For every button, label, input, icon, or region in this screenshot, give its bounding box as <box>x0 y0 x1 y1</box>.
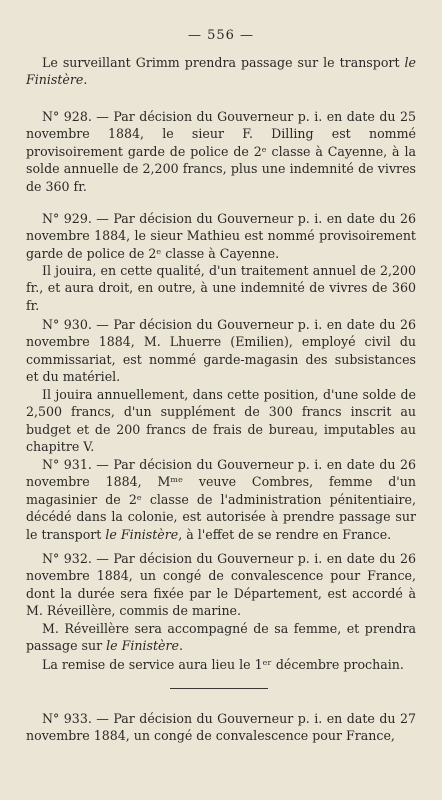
paragraph-932-wife: M. Réveillère sera accompagné de sa femme, et prendra passage sur le Finistère. <box>26 621 416 654</box>
paragraph-929-salary: Il jouira, en cette qualité, d'un traitement annuel de 2,200 fr., et aura droit, en outre, à une indemnité de vivres de 360 fr. <box>26 263 416 313</box>
paragraph-930-salary: Il jouira annuellement, dans cette position, d'une solde de 2,500 francs, d'un supplément de 300 francs inscrit au budget et de 200 francs de frais de bureau, imputables au chapitre V. <box>26 387 416 455</box>
paragraph-grimm: Le surveillant Grimm prendra passage sur le transport le Finistère. <box>26 55 416 88</box>
paragraph-931: N° 931. — Par décision du Gouverneur p. i. en date du 26 novembre 1884, Mᵐᵉ veuve Combres, femme d'un magasinier de 2ᵉ classe de l'administration pénitentiaire, décédé dans la colonie, est autorisée à prendre passage sur le transport le Finistère, à l'effet de se rendre en France. <box>26 457 416 542</box>
paragraph-930: N° 930. — Par décision du Gouverneur p. i. en date du 26 novembre 1884, M. Lhuerre (Emilien), employé civil du commissariat, est nommé garde-magasin des subsistances et du matériel. <box>26 317 416 385</box>
paragraph-932: N° 932. — Par décision du Gouverneur p. i. en date du 26 novembre 1884, un congé de convalescence pour France, dont la durée sera fixée par le Département, est accordé à M. Réveillère, commis de marine. <box>26 551 416 619</box>
section-divider <box>170 688 268 689</box>
paragraph-933: N° 933. — Par décision du Gouverneur p. i. en date du 27 novembre 1884, un congé de convalescence pour France, <box>26 711 416 744</box>
page-number: — 556 — <box>187 28 255 43</box>
paragraph-932-service: La remise de service aura lieu le 1ᵉʳ décembre prochain. <box>42 657 404 672</box>
paragraph-929: N° 929. — Par décision du Gouverneur p. i. en date du 26 novembre 1884, le sieur Mathieu est nommé provisoirement garde de police de 2ᵉ classe à Cayenne. <box>26 211 416 261</box>
paragraph-928: N° 928. — Par décision du Gouverneur p. i. en date du 25 novembre 1884, le sieur F. Dilling est nommé provisoirement garde de police de 2ᵉ classe à Cayenne, à la solde annuelle de 2,200 francs, plus une indemnité de vivres de 360 fr. <box>26 109 416 194</box>
